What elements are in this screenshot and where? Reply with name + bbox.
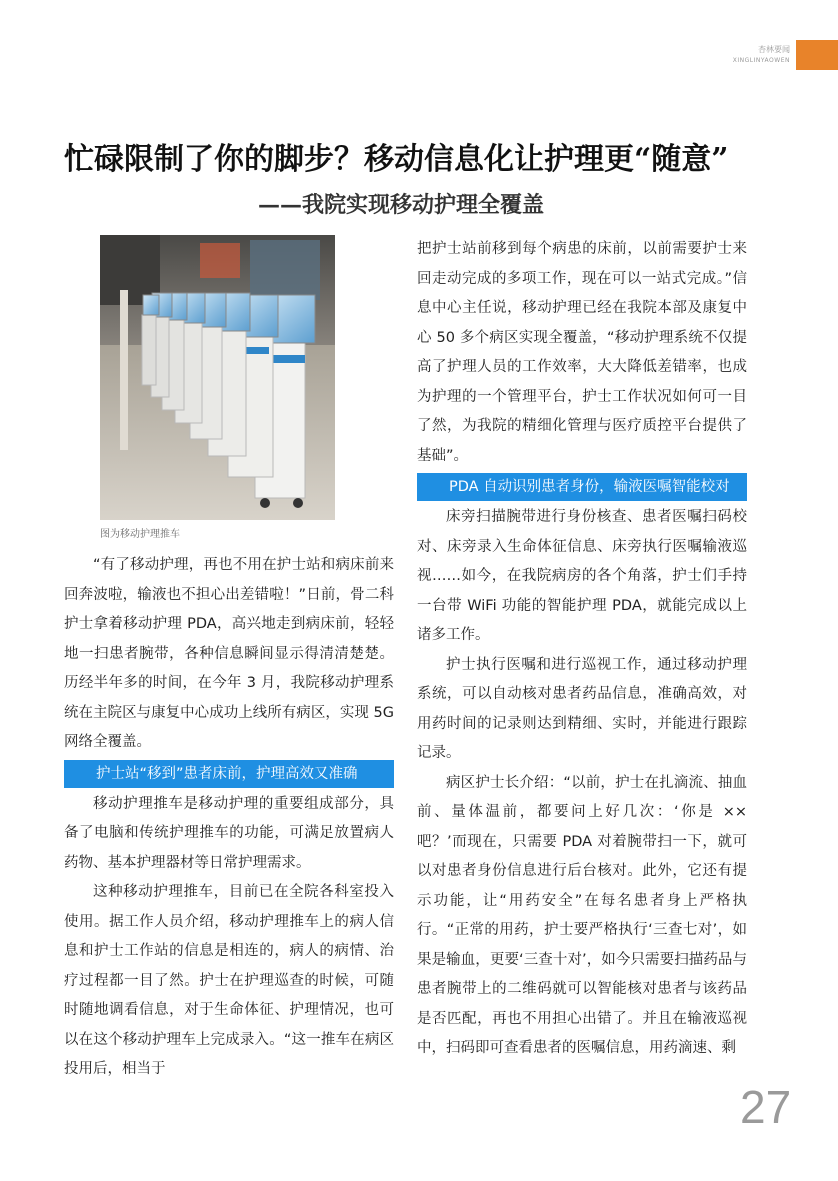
paragraph-continuation: 把护士站前移到每个病患的床前，以前需要护士来回走动完成的多项工作，现在可以一站式完成。”信息中心主任说，移动护理已经在我院本部及康复中心 50 多个病区实现全覆盖，“移动护理系统不仅提高了护理人员的工作效率，大大降低差错率，也成为护理的一个管理平台，护士工作状况如何可一目了然，为我院的精细化管理与医疗质控平台提供了基础”。 — [417, 241, 747, 464]
paragraph: “有了移动护理，再也不用在护士站和病床前来回奔波啦，输液也不担心出差错啦！”日前，骨二科护士拿着移动护理 PDA，高兴地走到病床前，轻轻地一扫患者腕带，各种信息瞬间显示得清清楚楚。历经半年多的时间，在今年 3 月，我院移动护理系统在主院区与康复中心成功上线所有病区，实现 5G 网络全覆盖。 — [64, 557, 394, 750]
image-caption: 图为移动护理推车 — [100, 529, 180, 540]
paragraph: 护士执行医嘱和进行巡视工作，通过移动护理系统，可以自动核对患者药品信息，准确高效，对用药时间的记录则达到精细、实时，并能进行跟踪记录。 — [417, 656, 747, 761]
article-subtitle: ——我院实现移动护理全覆盖 — [258, 192, 545, 218]
paragraph: 病区护士长介绍：“以前，护士在扎滴流、抽血前、量体温前，都要问上好几次：‘你是 ×× 吧？’而现在，只需要 PDA 对着腕带扫一下，就可以对患者身份信息进行后台核对。此外，它还有提示功能，让“用药安全”在每名患者身上严格执行。“正常的用药，护士要严格执行‘三查七对’，如果是输血，更要‘三查十对’，如今只需要扫描药品与患者腕带上的二维码就可以智能核对患者与该药品是否匹配，再也不用担心出错了。并且在输液巡视中，扫码即可查看患者的医嘱信息，用药滴速、剩 — [417, 774, 747, 1056]
section-heading-pda: PDA 自动识别患者身份，输液医嘱智能校对 — [417, 473, 747, 501]
right-column — [417, 235, 747, 1064]
article-title: 忙碌限制了你的脚步？移动信息化让护理更“随意” — [64, 142, 729, 177]
section-heading-nursing-station: 护士站“移到”患者床前，护理高效又准确 — [64, 760, 394, 788]
section-accent-block — [796, 40, 838, 70]
page-number: 27 — [740, 1081, 792, 1133]
left-column — [64, 551, 394, 1085]
section-name-en: XINGLINYAOWEN — [732, 57, 790, 64]
nursing-carts-photo — [100, 235, 335, 520]
paragraph: 这种移动护理推车，目前已在全院各科室投入使用。据工作人员介绍，移动护理推车上的病人信息和护士工作站的信息是相连的，病人的病情、治疗过程都一目了然。护士在护理巡查的时候，可随时随地调看信息，对于生命体征、护理情况，也可以在这个移动护理车上完成录入。“这一推车在病区投用后，相当于 — [64, 884, 394, 1077]
section-tag — [733, 44, 790, 66]
paragraph: 移动护理推车是移动护理的重要组成部分，具备了电脑和传统护理推车的功能，可满足放置病人药物、基本护理器材等日常护理需求。 — [64, 795, 394, 871]
article-photo — [100, 235, 335, 520]
paragraph: 床旁扫描腕带进行身份核查、患者医嘱扫码校对、床旁录入生命体征信息、床旁执行医嘱输液巡视……如今，在我院病房的各个角落，护士们手持一台带 WiFi 功能的智能护理 PDA，就能完成以上诸多工作。 — [417, 509, 747, 643]
section-name-cn: 杏林要闻 — [758, 45, 790, 54]
